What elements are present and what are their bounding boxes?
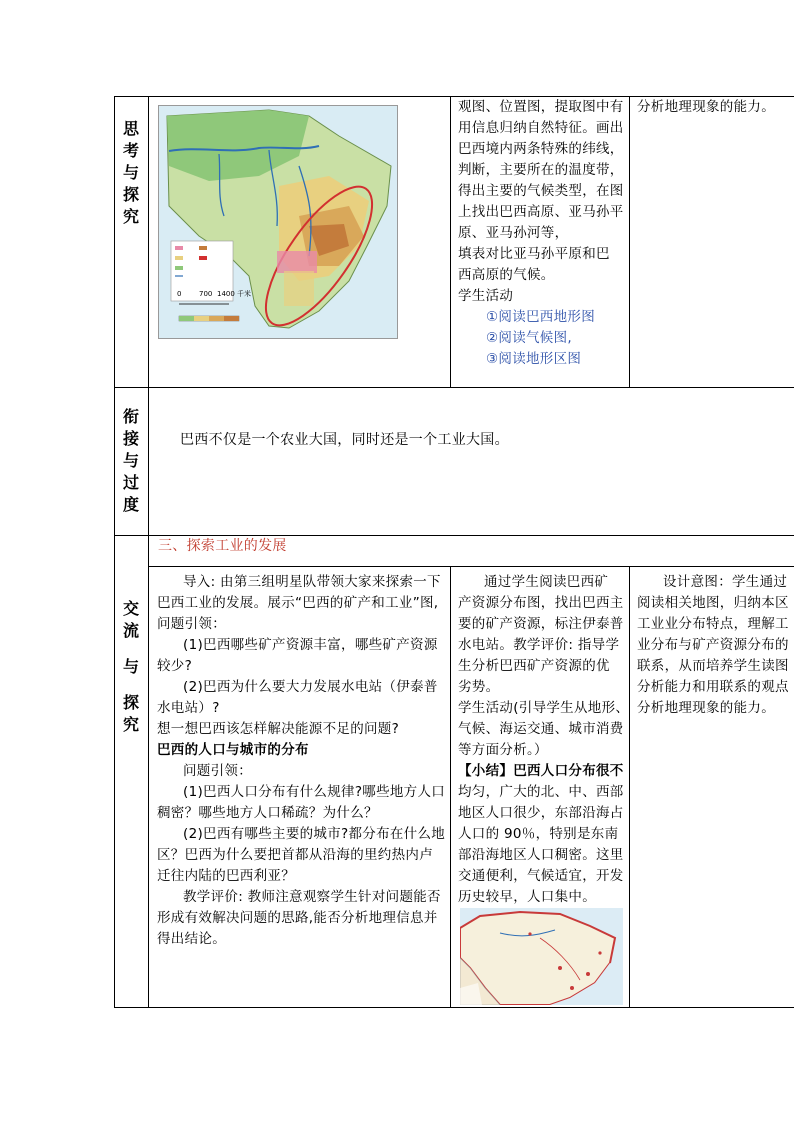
label-char: 流 xyxy=(122,621,139,640)
label-char: 交 xyxy=(122,599,139,618)
text-line: 气候、海运交通、城市消费 xyxy=(458,721,624,737)
section-heading: 三、探索工业的发展 xyxy=(158,538,287,554)
map-scale-label-0: 0 xyxy=(177,290,182,298)
label-char: 探 xyxy=(122,693,139,712)
text-line: 想一想巴西该怎样解决能源不足的问题? xyxy=(157,721,400,737)
text-line: 观图、位置图，提取图中有 xyxy=(458,99,624,115)
label-column-border xyxy=(148,96,149,1008)
text-line: 问题引领： xyxy=(157,616,226,632)
text-line: 均匀，广大的北、中、西部 xyxy=(458,784,624,800)
text-line: 巴西境内两条特殊的纬线， xyxy=(458,141,624,157)
text-line: 较少? xyxy=(157,658,193,674)
text-line: 导入: 由第三组明星队带领大家来探索一下 xyxy=(183,574,441,590)
text-line: (1)巴西人口分布有什么规律?哪些地方人口 xyxy=(183,784,446,800)
row3-col2-text xyxy=(458,572,630,908)
row3-col3-text xyxy=(637,572,794,719)
text-line: 学生活动(引导学生从地形、 xyxy=(458,700,630,716)
text-line: 上找出巴西高原、亚马孙平 xyxy=(458,204,624,220)
map-scale-label-1400: 1400 千米 xyxy=(217,290,252,298)
text-line: 产资源分布图，找出巴西主 xyxy=(458,595,624,611)
text-line: 阅读相关地图，归纳本区 xyxy=(637,595,789,611)
map-scale-label-700: 700 xyxy=(199,290,213,298)
row-label-transition xyxy=(113,406,149,516)
text-line: 迁往内陆的巴西利亚？ xyxy=(157,868,295,884)
row1-col2-text xyxy=(458,97,630,370)
text-line: 填表对比亚马孙平原和巴 xyxy=(458,246,610,262)
text-line: 巴西工业的发展。展示“巴西的矿产和工业”图, xyxy=(157,595,439,611)
row-label-think-explore xyxy=(113,118,149,228)
text-line: (2)巴西有哪些主要的城市?都分布在什么地 xyxy=(183,826,446,842)
activity-item: ③阅读地形区图 xyxy=(486,351,582,367)
text-line: 联系，从而培养学生读图 xyxy=(637,658,789,674)
text-line: 分析地理现象的能力。 xyxy=(637,700,775,716)
text-line: 形成有效解决问题的思路,能否分析地理信息并 xyxy=(157,910,438,926)
text-line: 生分析巴西矿产资源的优 xyxy=(458,658,610,674)
text-line: 得出主要的气候类型，在图 xyxy=(458,183,624,199)
heading-divider xyxy=(148,566,794,567)
activity-item: ①阅读巴西地形图 xyxy=(486,309,596,325)
label-char: 究 xyxy=(122,715,139,734)
text-line: 工业业分布特点，理解工 xyxy=(637,616,789,632)
brazil-population-map xyxy=(460,908,623,1005)
label-char: 探 xyxy=(122,185,139,204)
text-line: (2)巴西为什么要大力发展水电站（伊泰普 xyxy=(183,679,438,695)
text-line: 教学评价: 教师注意观察学生针对问题能否 xyxy=(183,889,441,905)
text-line: 判断，主要所在的温度带， xyxy=(458,162,624,178)
text-line: 区？巴西为什么要把首都从沿海的里约热内卢 xyxy=(157,847,433,863)
label-char: 接 xyxy=(122,429,139,448)
text-line: 地区人口很少，东部沿海占 xyxy=(458,805,624,821)
label-char: 与 xyxy=(122,657,139,676)
text-line: 业分布与矿产资源分布的 xyxy=(637,637,789,653)
label-char: 究 xyxy=(122,207,139,226)
text-line: 设计意图：学生通过 xyxy=(663,574,788,590)
text-line: 水电站。教学评价: 指导学 xyxy=(458,637,620,653)
label-char: 思 xyxy=(122,119,139,138)
text-line: 通过学生阅读巴西矿 xyxy=(484,574,609,590)
text-line: 历史较早，人口集中。 xyxy=(458,889,596,905)
text-line: 部沿海地区人口稠密。这里 xyxy=(458,847,624,863)
text-line: 交通便利，气候适宜，开发 xyxy=(458,868,624,884)
label-char: 考 xyxy=(122,141,139,160)
col-divider-3a xyxy=(450,566,451,1007)
summary-line: 【小结】巴西人口分布很不 xyxy=(458,763,624,779)
row-label-communicate-explore xyxy=(113,598,149,736)
text-line: 人口的 90％，特别是东南 xyxy=(458,826,619,842)
row1-col3-text: 分析地理现象的能力。 xyxy=(637,99,775,115)
text-line: 原、亚马孙河等， xyxy=(458,225,569,241)
text-line: 用信息归纳自然特征。画出 xyxy=(458,120,624,136)
subheading: 巴西的人口与城市的分布 xyxy=(157,742,309,758)
text-line: (1)巴西哪些矿产资源丰富，哪些矿产资源 xyxy=(183,637,438,653)
label-char: 度 xyxy=(122,495,139,514)
text-line: 问题引领： xyxy=(183,763,252,779)
label-char: 与 xyxy=(122,451,139,470)
label-char: 衔 xyxy=(122,407,139,426)
text-line: 要的矿产资源，标注伊泰普 xyxy=(458,616,624,632)
row3-col1-text xyxy=(157,572,449,950)
table-left-border xyxy=(114,96,115,1008)
table-bottom-border xyxy=(114,1007,794,1008)
text-line: 稠密？哪些地方人口稀疏？为什么？ xyxy=(157,805,378,821)
text-line: 分析能力和用联系的观点 xyxy=(637,679,789,695)
label-char: 过 xyxy=(122,473,139,492)
activity-item: ②阅读气候图, xyxy=(486,330,572,346)
row-divider-1 xyxy=(114,387,794,388)
text-line: 劣势。 xyxy=(458,679,500,695)
text-line: 学生活动 xyxy=(458,288,514,304)
text-line: 西高原的气候。 xyxy=(458,267,555,283)
text-line: 得出结论。 xyxy=(157,931,226,947)
col-divider-1a xyxy=(450,96,451,387)
label-char: 与 xyxy=(122,163,139,182)
transition-text: 巴西不仅是一个农业大国，同时还是一个工业大国。 xyxy=(180,432,509,448)
text-line: 等方面分析。） xyxy=(458,742,548,758)
brazil-terrain-map xyxy=(158,105,398,339)
text-line: 水电站）? xyxy=(157,700,220,716)
